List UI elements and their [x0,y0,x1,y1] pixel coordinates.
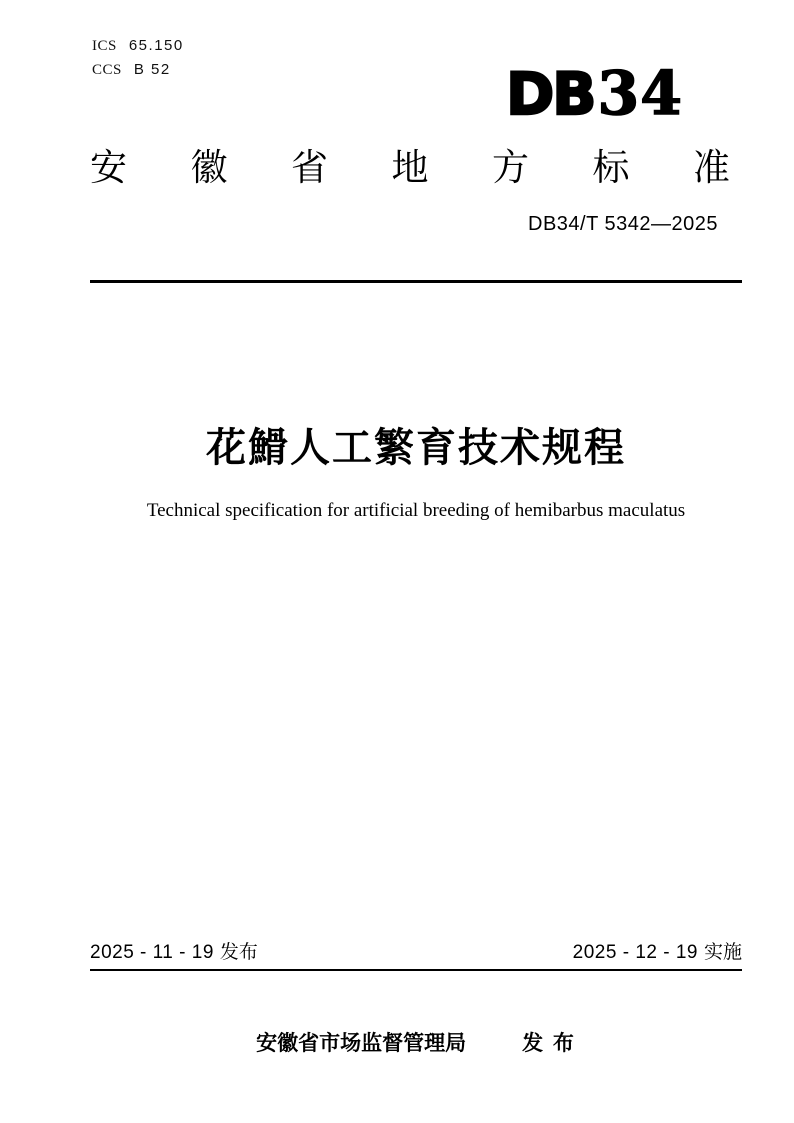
date-row [90,942,742,965]
issue-date-line [90,942,258,965]
ics-label: ICS [92,38,117,54]
document-title-cn: 花䱻人工繁育技术规程 [206,426,626,470]
db34-logo [506,59,683,129]
standard-name-char: 准 [693,147,730,188]
ccs-code [92,58,184,82]
standard-name-char: 方 [492,147,529,188]
header-divider [90,280,742,283]
implementation-date: 2025 - 12 - 19 [572,942,698,963]
ccs-value: B 52 [133,61,171,78]
standard-name-char: 徽 [190,147,228,188]
publisher-action: 发 布 [522,1032,576,1055]
issue-date: 2025 - 11 - 19 [90,942,214,963]
db34-logo-db: DB [506,60,595,128]
implementation-date-line [573,942,742,965]
publisher-name: 安徽省市场监督管理局 [256,1032,467,1055]
footer-divider [90,969,742,971]
standard-name-char: 地 [391,147,429,188]
db34-logo-number: 34 [597,59,683,129]
standard-name-char: 省 [291,147,328,188]
implementation-label: 实施 [703,942,742,963]
ics-code [92,34,184,58]
standard-name-char: 安 [90,147,127,188]
ccs-label: CCS [92,62,122,78]
issue-label: 发布 [219,942,258,963]
classification-codes [92,34,184,82]
ics-value: 65.150 [128,37,184,54]
standard-code: DB34/T 5342—2025 [528,213,718,235]
document-title-en: Technical specification for artificial breeding of hemibarbus maculatus [146,500,686,521]
standard-name-char: 标 [592,147,630,188]
standard-name [90,149,730,186]
publisher-line [90,1027,742,1057]
